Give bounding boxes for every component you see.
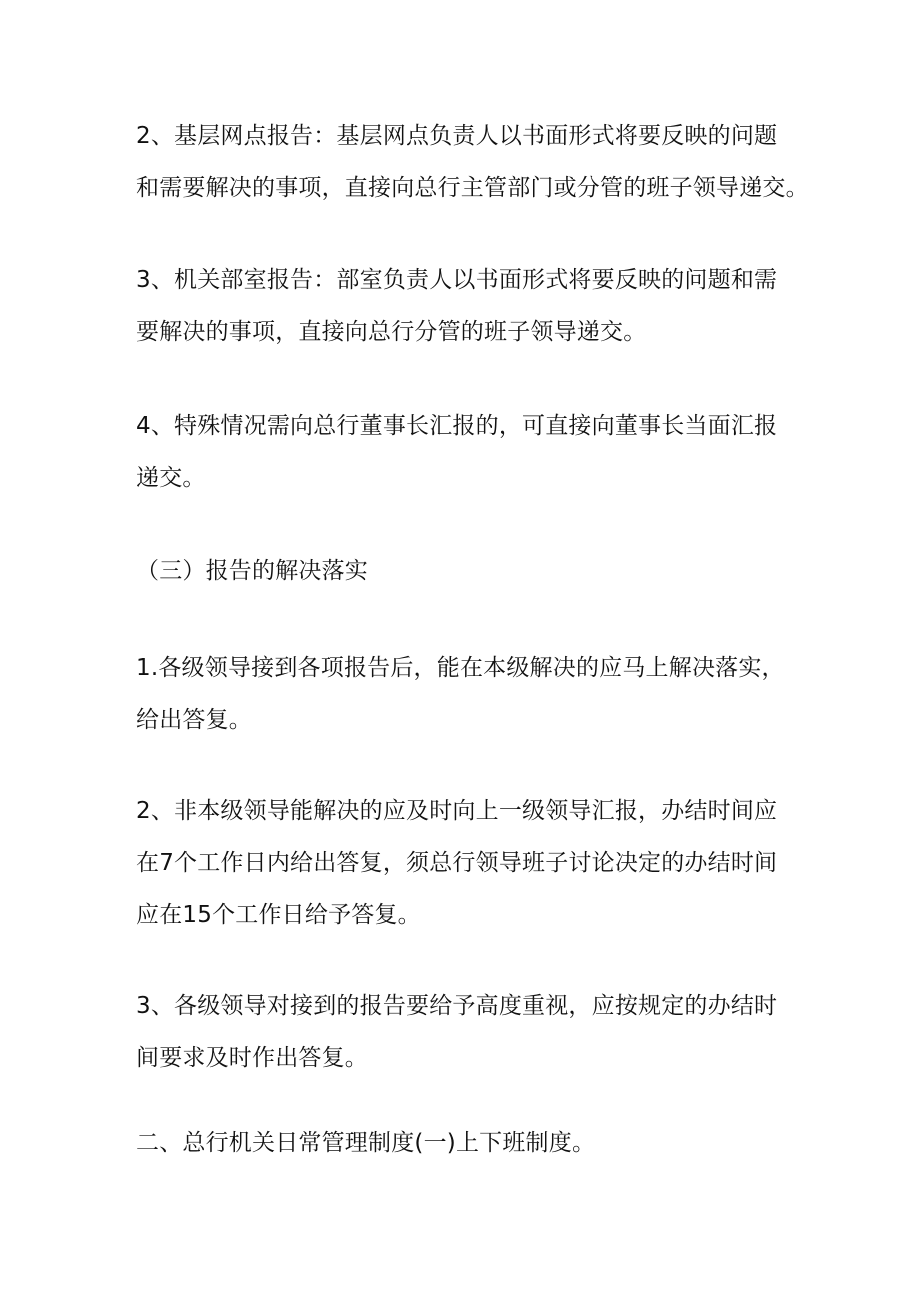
paragraph-line: 二、总行机关日常管理制度(一)上下班制度。 [136,1130,596,1156]
paragraph-line: 3、各级领导对接到的报告要给予高度重视，应按规定的办结时 [136,993,778,1019]
paragraph-line: 1.各级领导接到各项报告后，能在本级解决的应马上解决落实， [136,655,785,681]
paragraph-escalation-deadline [136,785,796,941]
paragraph-attention-requirement [136,980,796,1084]
section-heading-resolution [136,545,796,597]
paragraph-line: 和需要解决的事项，直接向总行主管部门或分管的班子领导递交。 [136,175,809,201]
paragraph-line: 2、非本级领导能解决的应及时向上一级领导汇报，办结时间应 [136,798,778,824]
paragraph-line: 4、特殊情况需向总行董事长汇报的，可直接向董事长当面汇报 [136,413,778,439]
paragraph-grassroots-report [136,110,809,214]
paragraph-line: 间要求及时作出答复。 [136,1045,368,1071]
paragraph-department-report [136,254,796,358]
paragraph-line: （三）报告的解决落实 [136,558,368,584]
paragraph-line: 要解决的事项，直接向总行分管的班子领导递交。 [136,319,647,345]
paragraph-line: 给出答复。 [136,707,252,733]
section-heading-daily-management [136,1117,796,1169]
paragraph-line: 在7个工作日内给出答复，须总行领导班子讨论决定的办结时间 [136,850,778,876]
paragraph-line: 3、机关部室报告：部室负责人以书面形式将要反映的问题和需 [136,267,778,293]
paragraph-line: 应在15个工作日给予答复。 [136,902,421,928]
paragraph-special-report [136,400,796,504]
paragraph-resolve-locally [136,642,796,746]
paragraph-line: 2、基层网点报告：基层网点负责人以书面形式将要反映的问题 [136,123,778,149]
paragraph-line: 递交。 [136,465,206,491]
